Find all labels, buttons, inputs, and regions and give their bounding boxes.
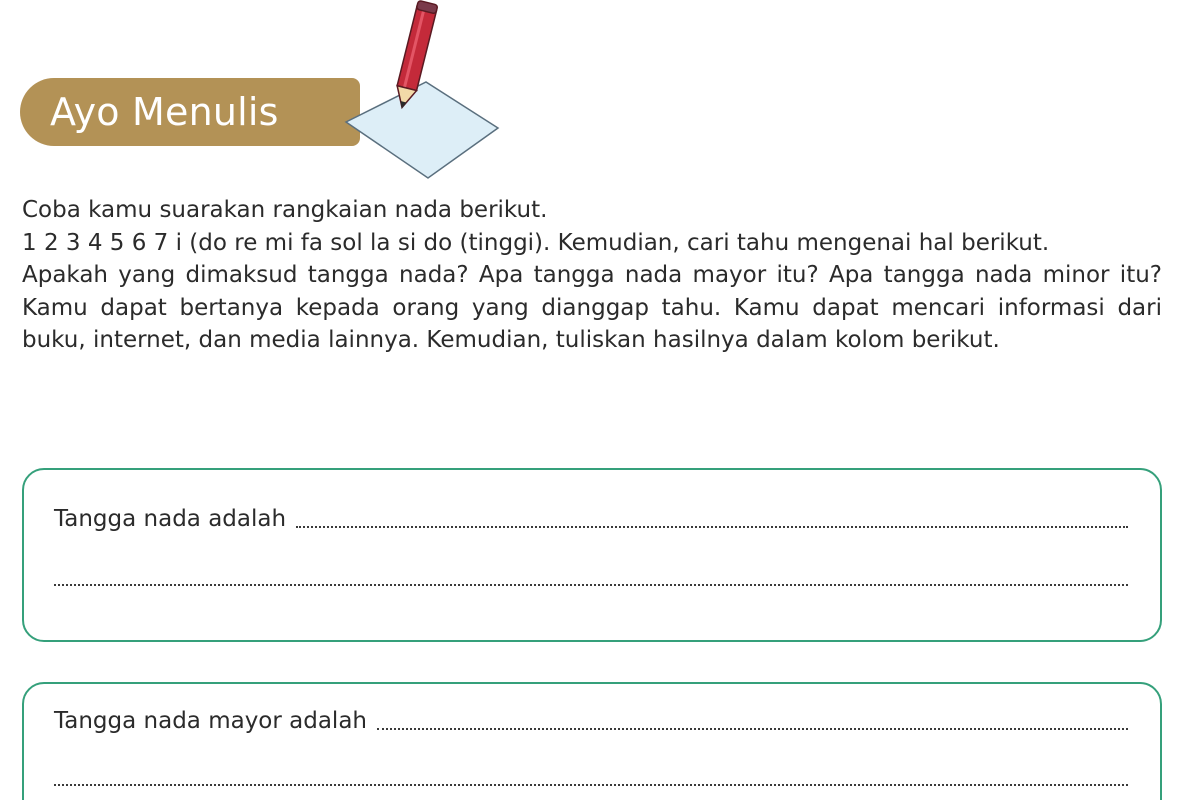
answer-box-tangga-nada-mayor <box>22 682 1162 800</box>
paper-pencil-icon <box>338 0 508 185</box>
dotted-line <box>296 526 1128 528</box>
answer-line[interactable] <box>54 562 1128 592</box>
dotted-line <box>377 728 1128 730</box>
answer-line[interactable] <box>54 706 1128 736</box>
instructions-text <box>22 194 1162 357</box>
dotted-line <box>54 584 1128 586</box>
answer-line[interactable] <box>54 504 1128 534</box>
answer-label: Tangga nada mayor adalah <box>54 708 367 734</box>
answer-box-tangga-nada <box>22 468 1162 642</box>
answer-line[interactable] <box>54 762 1128 792</box>
dotted-line <box>54 784 1128 786</box>
instruction-paragraph-3: Apakah yang dimaksud tangga nada? Apa tangga nada mayor itu? Apa tangga nada minor itu? Kamu dapat bertanya kepada orang yang dianggap tahu. Kamu dapat mencari informasi dari buku, internet, dan media lainnya. Kemudian, tuliskan hasilnya dalam kolom berikut. <box>22 262 1162 353</box>
answer-label: Tangga nada adalah <box>54 506 287 532</box>
page-title: Ayo Menulis <box>50 90 279 134</box>
instruction-paragraph-1: Coba kamu suarakan rangkaian nada berikut. <box>22 197 548 223</box>
instruction-paragraph-2: 1 2 3 4 5 6 7 i (do re mi fa sol la si do (tinggi). Kemudian, cari tahu mengenai hal berikut. <box>22 229 1050 256</box>
